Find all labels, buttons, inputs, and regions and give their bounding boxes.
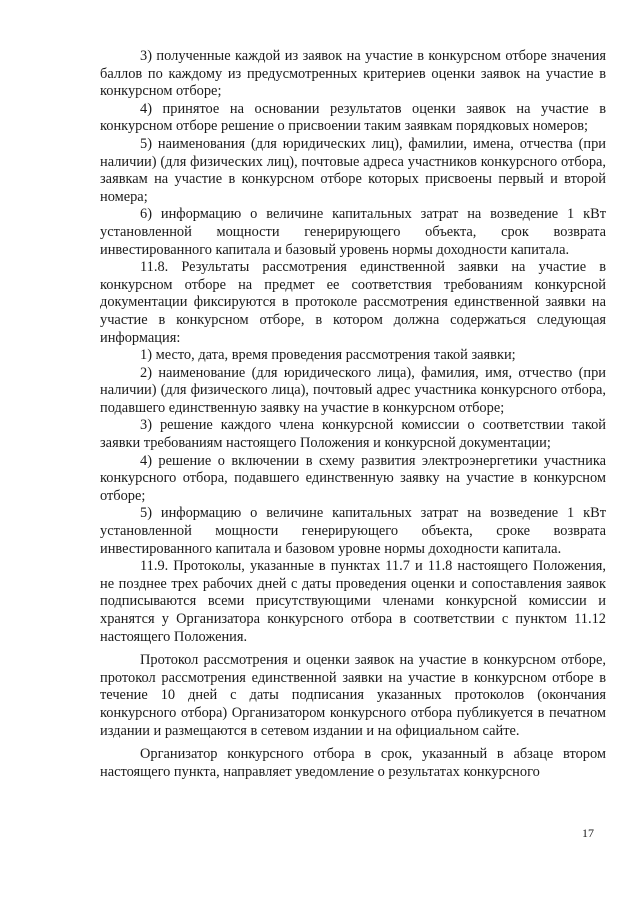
paragraph-item-6-capital-costs: 6) информацию о величине капитальных затрат на возведение 1 кВт установленной мощности генерирующего объекта, срок возврата инвестированного капитала и базовый уровень нормы доходности капитала. — [100, 206, 606, 258]
paragraph-section-11-8: 11.8. Результаты рассмотрения единственной заявки на участие в конкурсном отборе на предмет ее соответствия требованиям конкурсной документации фиксируются в протоколе рассмотрения единственной заявки на участие в конкурсном отборе, в котором должна содержаться следующая информация: — [100, 259, 606, 346]
paragraph-item-4-inclusion-decision: 4) решение о включении в схему развития электроэнергетики участника конкурсного отбора, подавшего единственную заявку на участие в конкурсном отборе; — [100, 452, 606, 504]
paragraph-item-4-ranking: 4) принятое на основании результатов оценки заявок на участие в конкурсном отборе решение о присвоении таким заявкам порядковых номеров; — [100, 100, 606, 135]
document-body — [100, 48, 606, 781]
page-number: 17 — [582, 826, 594, 840]
paragraph-organizer-notification: Организатор конкурсного отбора в срок, указанный в абзаце втором настоящего пункта, направляет уведомление о результатах конкурсного — [100, 746, 606, 780]
paragraph-section-11-9: 11.9. Протоколы, указанные в пунктах 11.7 и 11.8 настоящего Положения, не позднее трех рабочих дней с даты проведения оценки и сопоставления заявок подписываются всеми присутствующими членами конкурсной комиссии и хранятся у Организатора конкурсного отбора в соответствии с пунктом 11.12 настоящего Положения. — [100, 558, 606, 645]
paragraph-protocol-publication: Протокол рассмотрения и оценки заявок на участие в конкурсном отборе, протокол рассмотрения единственной заявки на участие в конкурсном отборе в течение 10 дней с даты подписания указанных протоколов (окончания конкурсного отбора) Организатором конкурсного отбора публикуется в печатном издании и размещаются в сетевом издании и на официальном сайте. — [100, 652, 606, 739]
paragraph-item-5-participants: 5) наименования (для юридических лиц), фамилии, имена, отчества (при наличии) (для физических лиц), почтовые адреса участников конкурсного отбора, заявкам на участие в конкурсном отборе которых присвоены первый и второй номера; — [100, 135, 606, 205]
paragraph-item-5-capital-costs: 5) информацию о величине капитальных затрат на возведение 1 кВт установленной мощности генерирующего объекта, сроке возврата инвестированного капитала и базовом уровне нормы доходности капитала. — [100, 505, 606, 557]
paragraph-item-3-commission-decision: 3) решение каждого члена конкурсной комиссии о соответствии такой заявки требованиям настоящего Положения и конкурсной документации; — [100, 417, 606, 452]
paragraph-item-1-place-date: 1) место, дата, время проведения рассмотрения такой заявки; — [140, 347, 516, 364]
paragraph-item-2-participant-name: 2) наименование (для юридического лица), фамилия, имя, отчество (при наличии) (для физического лица), почтовый адрес участника конкурсного отбора, подавшего единственную заявку на участие в конкурсном отборе; — [100, 364, 606, 416]
paragraph-item-3-scores: 3) полученные каждой из заявок на участие в конкурсном отборе значения баллов по каждому из предусмотренных критериев оценки заявок на участие в конкурсном отборе; — [100, 48, 606, 100]
